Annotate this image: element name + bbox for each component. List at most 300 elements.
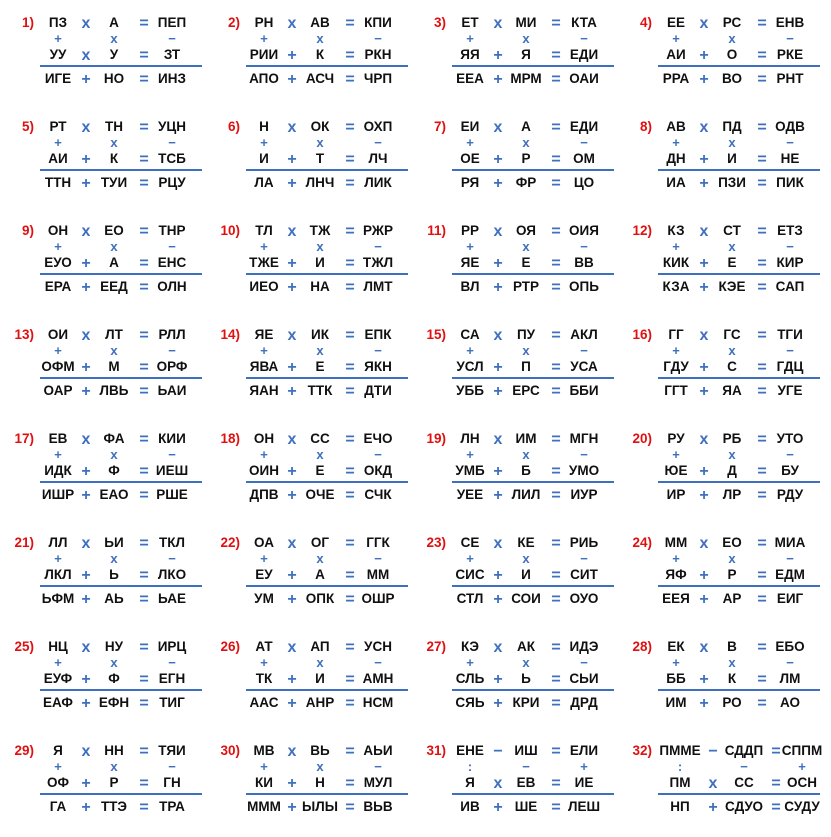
puzzle-number: 26) bbox=[220, 639, 240, 654]
vertical-operator: − bbox=[168, 343, 176, 358]
term: ИУР bbox=[570, 487, 598, 502]
term: ЕЧО bbox=[363, 431, 393, 446]
operator: = bbox=[345, 279, 355, 296]
term: ИРЦ bbox=[157, 639, 187, 654]
operator: x bbox=[493, 15, 503, 32]
vertical-operator: − bbox=[374, 551, 382, 566]
term: УМ bbox=[254, 591, 274, 606]
term: СА bbox=[460, 327, 480, 342]
operator: + bbox=[287, 775, 297, 792]
term: М bbox=[108, 359, 120, 374]
operator: + bbox=[81, 383, 91, 400]
term: А bbox=[315, 567, 325, 582]
operator: + bbox=[699, 591, 709, 608]
operator: = bbox=[551, 359, 561, 376]
puzzle-number: 20) bbox=[632, 431, 652, 446]
puzzle-2 bbox=[206, 10, 406, 90]
vertical-operator: x bbox=[728, 551, 736, 566]
term: НУ bbox=[104, 639, 124, 654]
term: Ь bbox=[521, 671, 531, 686]
puzzle-number: 7) bbox=[433, 119, 446, 134]
puzzle-number: 29) bbox=[14, 743, 34, 758]
puzzle-number: 5) bbox=[21, 119, 34, 134]
term: Е bbox=[727, 255, 737, 270]
result-line bbox=[658, 793, 820, 795]
term: Я bbox=[53, 743, 63, 758]
operator: x bbox=[493, 431, 503, 448]
vertical-operator: + bbox=[54, 343, 62, 358]
term: ЕЕД bbox=[100, 279, 128, 294]
operator: = bbox=[757, 383, 767, 400]
term: ЛМ bbox=[779, 671, 801, 686]
vertical-operator: + bbox=[672, 551, 680, 566]
term: Я bbox=[521, 47, 531, 62]
vertical-operator: x bbox=[110, 551, 118, 566]
term: И bbox=[521, 567, 531, 582]
term: ВВ bbox=[574, 255, 594, 270]
vertical-operator: x bbox=[522, 343, 530, 358]
operator: = bbox=[551, 463, 561, 480]
operator: x bbox=[493, 639, 503, 656]
term: В bbox=[727, 639, 737, 654]
term: ЕРА bbox=[44, 279, 72, 294]
term: СДУО bbox=[725, 799, 763, 814]
term: ЕНЕ bbox=[456, 743, 484, 758]
term: КЕ bbox=[517, 535, 535, 550]
term: ОЯ bbox=[515, 223, 537, 238]
term: КЗА bbox=[662, 279, 690, 294]
puzzle-20 bbox=[618, 426, 818, 506]
operator: = bbox=[345, 695, 355, 712]
vertical-operator: − bbox=[168, 759, 176, 774]
operator: = bbox=[139, 223, 149, 240]
operator: x bbox=[287, 743, 297, 760]
vertical-operator: x bbox=[728, 135, 736, 150]
term: АВ bbox=[666, 119, 686, 134]
term: ЛЕШ bbox=[567, 799, 601, 814]
puzzle-8 bbox=[618, 114, 818, 194]
term: ЕУО bbox=[44, 255, 72, 270]
operator: + bbox=[287, 71, 297, 88]
operator: + bbox=[699, 47, 709, 64]
term: ПЗИ bbox=[718, 175, 746, 190]
operator: = bbox=[139, 591, 149, 608]
term: СС bbox=[734, 775, 754, 790]
term: РЯ bbox=[460, 175, 480, 190]
puzzle-1 bbox=[0, 10, 200, 90]
operator: = bbox=[551, 639, 561, 656]
term: РКЕ bbox=[776, 47, 804, 62]
term: И bbox=[315, 255, 325, 270]
operator: = bbox=[139, 47, 149, 64]
operator: = bbox=[345, 71, 355, 88]
puzzle-number: 31) bbox=[426, 743, 446, 758]
puzzle-number: 32) bbox=[632, 743, 652, 758]
result-line bbox=[40, 585, 202, 587]
puzzle-number: 28) bbox=[632, 639, 652, 654]
term: ЯЕ bbox=[460, 255, 480, 270]
term: ОЕ bbox=[460, 151, 480, 166]
operator: = bbox=[139, 775, 149, 792]
puzzle-6 bbox=[206, 114, 406, 194]
operator: = bbox=[757, 639, 767, 656]
vertical-operator: + bbox=[580, 759, 588, 774]
vertical-operator: − bbox=[168, 447, 176, 462]
term: ОШР bbox=[361, 591, 395, 606]
vertical-operator: x bbox=[110, 239, 118, 254]
operator: + bbox=[493, 591, 503, 608]
term: АИ bbox=[48, 151, 68, 166]
term: РРА bbox=[662, 71, 690, 86]
term: У bbox=[109, 47, 119, 62]
term: ОК bbox=[310, 119, 330, 134]
operator: x bbox=[81, 535, 91, 552]
puzzle-32 bbox=[618, 738, 823, 818]
term: ИЕ bbox=[574, 775, 594, 790]
operator: = bbox=[345, 775, 355, 792]
vertical-operator: − bbox=[374, 31, 382, 46]
term: СДДП bbox=[724, 743, 764, 758]
term: ГГК bbox=[366, 535, 390, 550]
operator: = bbox=[757, 255, 767, 272]
puzzle-number: 13) bbox=[14, 327, 34, 342]
vertical-operator: x bbox=[728, 655, 736, 670]
vertical-operator: : bbox=[677, 759, 683, 774]
term: УМО bbox=[568, 463, 600, 478]
term: СТЛ bbox=[456, 591, 484, 606]
puzzle-10 bbox=[206, 218, 406, 298]
term: РИЬ bbox=[569, 535, 599, 550]
term: НСМ bbox=[362, 695, 394, 710]
vertical-operator: + bbox=[54, 135, 62, 150]
term: РЛЛ bbox=[158, 327, 186, 342]
term: УСА bbox=[570, 359, 598, 374]
term: СППМ bbox=[781, 743, 823, 758]
term: КИК bbox=[662, 255, 690, 270]
puzzle-number: 11) bbox=[427, 223, 446, 238]
operator: − bbox=[493, 743, 503, 760]
vertical-operator: x bbox=[728, 343, 736, 358]
operator: + bbox=[699, 695, 709, 712]
term: А bbox=[109, 255, 119, 270]
operator: + bbox=[81, 463, 91, 480]
vertical-operator: + bbox=[260, 551, 268, 566]
term: ТГИ bbox=[777, 327, 803, 342]
operator: x bbox=[699, 223, 709, 240]
operator: + bbox=[287, 487, 297, 504]
vertical-operator: + bbox=[260, 759, 268, 774]
operator: = bbox=[345, 119, 355, 136]
operator: = bbox=[139, 743, 149, 760]
puzzle-number: 10) bbox=[220, 223, 240, 238]
vertical-operator: − bbox=[168, 135, 176, 150]
operator: x bbox=[81, 743, 91, 760]
vertical-operator: + bbox=[466, 343, 474, 358]
puzzle-number: 16) bbox=[632, 327, 652, 342]
vertical-operator: x bbox=[316, 31, 324, 46]
vertical-operator: − bbox=[374, 343, 382, 358]
term: АНР bbox=[305, 695, 335, 710]
result-line bbox=[246, 169, 408, 171]
term: ПД bbox=[722, 119, 742, 134]
term: ЕЕА bbox=[456, 71, 484, 86]
vertical-operator: + bbox=[672, 343, 680, 358]
term: ПУ bbox=[516, 327, 536, 342]
operator: = bbox=[345, 223, 355, 240]
operator: x bbox=[81, 15, 91, 32]
operator: = bbox=[551, 15, 561, 32]
operator: = bbox=[345, 463, 355, 480]
operator: = bbox=[139, 119, 149, 136]
term: РКН bbox=[364, 47, 392, 62]
operator: = bbox=[757, 591, 767, 608]
operator: = bbox=[139, 279, 149, 296]
vertical-operator: x bbox=[316, 447, 324, 462]
term: КИР bbox=[776, 255, 804, 270]
puzzle-16 bbox=[618, 322, 818, 402]
term: РТ bbox=[49, 119, 67, 134]
term: ОМ bbox=[573, 151, 595, 166]
operator: = bbox=[139, 175, 149, 192]
operator: x bbox=[81, 639, 91, 656]
vertical-operator: + bbox=[672, 31, 680, 46]
operator: + bbox=[287, 799, 297, 816]
vertical-operator: − bbox=[374, 759, 382, 774]
operator: = bbox=[345, 487, 355, 504]
term: ТНР bbox=[158, 223, 186, 238]
term: ЕЛИ bbox=[569, 743, 599, 758]
term: АК bbox=[517, 639, 535, 654]
result-line bbox=[452, 65, 614, 67]
term: УСН bbox=[364, 639, 392, 654]
vertical-operator: − bbox=[786, 135, 794, 150]
operator: = bbox=[139, 567, 149, 584]
term: РО bbox=[722, 695, 742, 710]
term: Е bbox=[315, 463, 325, 478]
term: ГДУ bbox=[663, 359, 689, 374]
puzzle-number: 25) bbox=[14, 639, 34, 654]
term: ЕЕЯ bbox=[662, 591, 690, 606]
term: ОЧЕ bbox=[305, 487, 335, 502]
term: ЕАО bbox=[99, 487, 129, 502]
operator: + bbox=[493, 255, 503, 272]
operator: + bbox=[493, 71, 503, 88]
operator: x bbox=[493, 535, 503, 552]
term: ТИГ bbox=[159, 695, 185, 710]
term: ЛР bbox=[722, 487, 742, 502]
operator: + bbox=[287, 279, 297, 296]
term: ИЕО bbox=[249, 279, 279, 294]
vertical-operator: − bbox=[374, 655, 382, 670]
term: ЯЕ bbox=[254, 327, 274, 342]
operator: = bbox=[139, 383, 149, 400]
term: ЯФ bbox=[665, 567, 687, 582]
term: КЗ bbox=[667, 223, 685, 238]
puzzle-15 bbox=[412, 322, 612, 402]
term: АЬИ bbox=[363, 743, 393, 758]
operator: = bbox=[551, 567, 561, 584]
term: ЕБО bbox=[775, 639, 805, 654]
term: ПИК bbox=[776, 175, 804, 190]
vertical-operator: + bbox=[54, 655, 62, 670]
term: ИМ bbox=[665, 695, 687, 710]
operator: + bbox=[493, 567, 503, 584]
term: К bbox=[727, 671, 737, 686]
term: АКЛ bbox=[570, 327, 598, 342]
term: ЛКЛ bbox=[44, 567, 72, 582]
operator: + bbox=[699, 567, 709, 584]
term: ОУО bbox=[569, 591, 599, 606]
operator: = bbox=[757, 359, 767, 376]
term: РЖР bbox=[362, 223, 394, 238]
operator: = bbox=[139, 431, 149, 448]
operator: + bbox=[493, 463, 503, 480]
vertical-operator: − bbox=[168, 551, 176, 566]
term: ИГЕ bbox=[44, 71, 72, 86]
operator: x bbox=[81, 47, 91, 64]
result-line bbox=[452, 377, 614, 379]
operator: = bbox=[757, 431, 767, 448]
term: РР bbox=[460, 223, 479, 238]
vertical-operator: − bbox=[580, 447, 588, 462]
vertical-operator: x bbox=[110, 31, 118, 46]
term: ОН bbox=[253, 431, 275, 446]
operator: = bbox=[139, 695, 149, 712]
operator: + bbox=[699, 383, 709, 400]
term: УББ bbox=[456, 383, 484, 398]
term: ТК bbox=[255, 671, 273, 686]
term: ТТН bbox=[44, 175, 72, 190]
term: ЕДМ bbox=[775, 567, 805, 582]
term: ПМ bbox=[669, 775, 691, 790]
operator: + bbox=[699, 359, 709, 376]
term: РЦУ bbox=[158, 175, 186, 190]
operator: − bbox=[708, 743, 718, 760]
puzzle-26 bbox=[206, 634, 406, 714]
term: ЛКО bbox=[157, 567, 187, 582]
term: ОГ bbox=[310, 535, 330, 550]
vertical-operator: − bbox=[580, 239, 588, 254]
operator: + bbox=[699, 151, 709, 168]
puzzle-17 bbox=[0, 426, 200, 506]
term: ЮЕ bbox=[664, 463, 688, 478]
term: ЛВЬ bbox=[99, 383, 129, 398]
operator: x bbox=[81, 327, 91, 344]
term: РДУ bbox=[776, 487, 804, 502]
operator: x bbox=[493, 223, 503, 240]
operator: = bbox=[139, 463, 149, 480]
result-line bbox=[40, 377, 202, 379]
term: С bbox=[727, 359, 737, 374]
term: ФР bbox=[515, 175, 537, 190]
term: СТ bbox=[723, 223, 741, 238]
result-line bbox=[658, 169, 820, 171]
operator: x bbox=[493, 775, 503, 792]
result-line bbox=[452, 585, 614, 587]
operator: + bbox=[81, 71, 91, 88]
term: ММ bbox=[664, 535, 688, 550]
operator: + bbox=[493, 151, 503, 168]
term: УУ bbox=[49, 47, 67, 62]
result-line bbox=[658, 65, 820, 67]
operator: x bbox=[493, 119, 503, 136]
operator: x bbox=[287, 639, 297, 656]
vertical-operator: x bbox=[522, 551, 530, 566]
operator: x bbox=[81, 223, 91, 240]
operator: = bbox=[551, 799, 561, 816]
vertical-operator: − bbox=[580, 31, 588, 46]
term: ЕРС bbox=[512, 383, 540, 398]
operator: = bbox=[345, 591, 355, 608]
operator: = bbox=[139, 487, 149, 504]
term: МУЛ bbox=[363, 775, 393, 790]
operator: = bbox=[771, 799, 781, 816]
term: ОИН bbox=[249, 463, 279, 478]
operator: = bbox=[551, 327, 561, 344]
result-line bbox=[40, 689, 202, 691]
puzzle-12 bbox=[618, 218, 818, 298]
term: АП bbox=[310, 639, 330, 654]
term: ЫЛЫ bbox=[302, 799, 338, 814]
vertical-operator: x bbox=[316, 239, 324, 254]
puzzle-28 bbox=[618, 634, 818, 714]
puzzle-13 bbox=[0, 322, 200, 402]
operator: = bbox=[551, 775, 561, 792]
term: ИК bbox=[311, 327, 329, 342]
puzzle-19 bbox=[412, 426, 612, 506]
term: Я bbox=[465, 775, 475, 790]
term: ИНЗ bbox=[158, 71, 186, 86]
operator: + bbox=[493, 487, 503, 504]
puzzle-number: 12) bbox=[632, 223, 652, 238]
term: КИИ bbox=[158, 431, 186, 446]
term: ОКД bbox=[363, 463, 393, 478]
operator: + bbox=[699, 255, 709, 272]
term: МРМ bbox=[510, 71, 542, 86]
operator: x bbox=[287, 535, 297, 552]
term: УЦН bbox=[157, 119, 186, 134]
vertical-operator: x bbox=[110, 447, 118, 462]
vertical-operator: x bbox=[110, 135, 118, 150]
puzzle-number: 27) bbox=[426, 639, 446, 654]
puzzle-24 bbox=[618, 530, 818, 610]
vertical-operator: + bbox=[260, 31, 268, 46]
term: К bbox=[109, 151, 119, 166]
vertical-operator: x bbox=[728, 239, 736, 254]
term: ДН bbox=[666, 151, 686, 166]
vertical-operator: − bbox=[168, 655, 176, 670]
operator: + bbox=[81, 487, 91, 504]
vertical-operator: − bbox=[786, 343, 794, 358]
operator: = bbox=[771, 775, 781, 792]
operator: = bbox=[757, 671, 767, 688]
operator: = bbox=[551, 431, 561, 448]
term: ТКЛ bbox=[159, 535, 185, 550]
term: ОН bbox=[47, 223, 69, 238]
puzzle-27 bbox=[412, 634, 612, 714]
operator: = bbox=[757, 535, 767, 552]
vertical-operator: x bbox=[316, 551, 324, 566]
puzzle-3 bbox=[412, 10, 612, 90]
operator: = bbox=[345, 799, 355, 816]
term: УТО bbox=[776, 431, 804, 446]
operator: = bbox=[139, 535, 149, 552]
operator: + bbox=[708, 799, 718, 816]
term: ЬИ bbox=[104, 535, 124, 550]
vertical-operator: − bbox=[522, 759, 530, 774]
term: ВО bbox=[722, 71, 742, 86]
term: АСЧ bbox=[305, 71, 335, 86]
